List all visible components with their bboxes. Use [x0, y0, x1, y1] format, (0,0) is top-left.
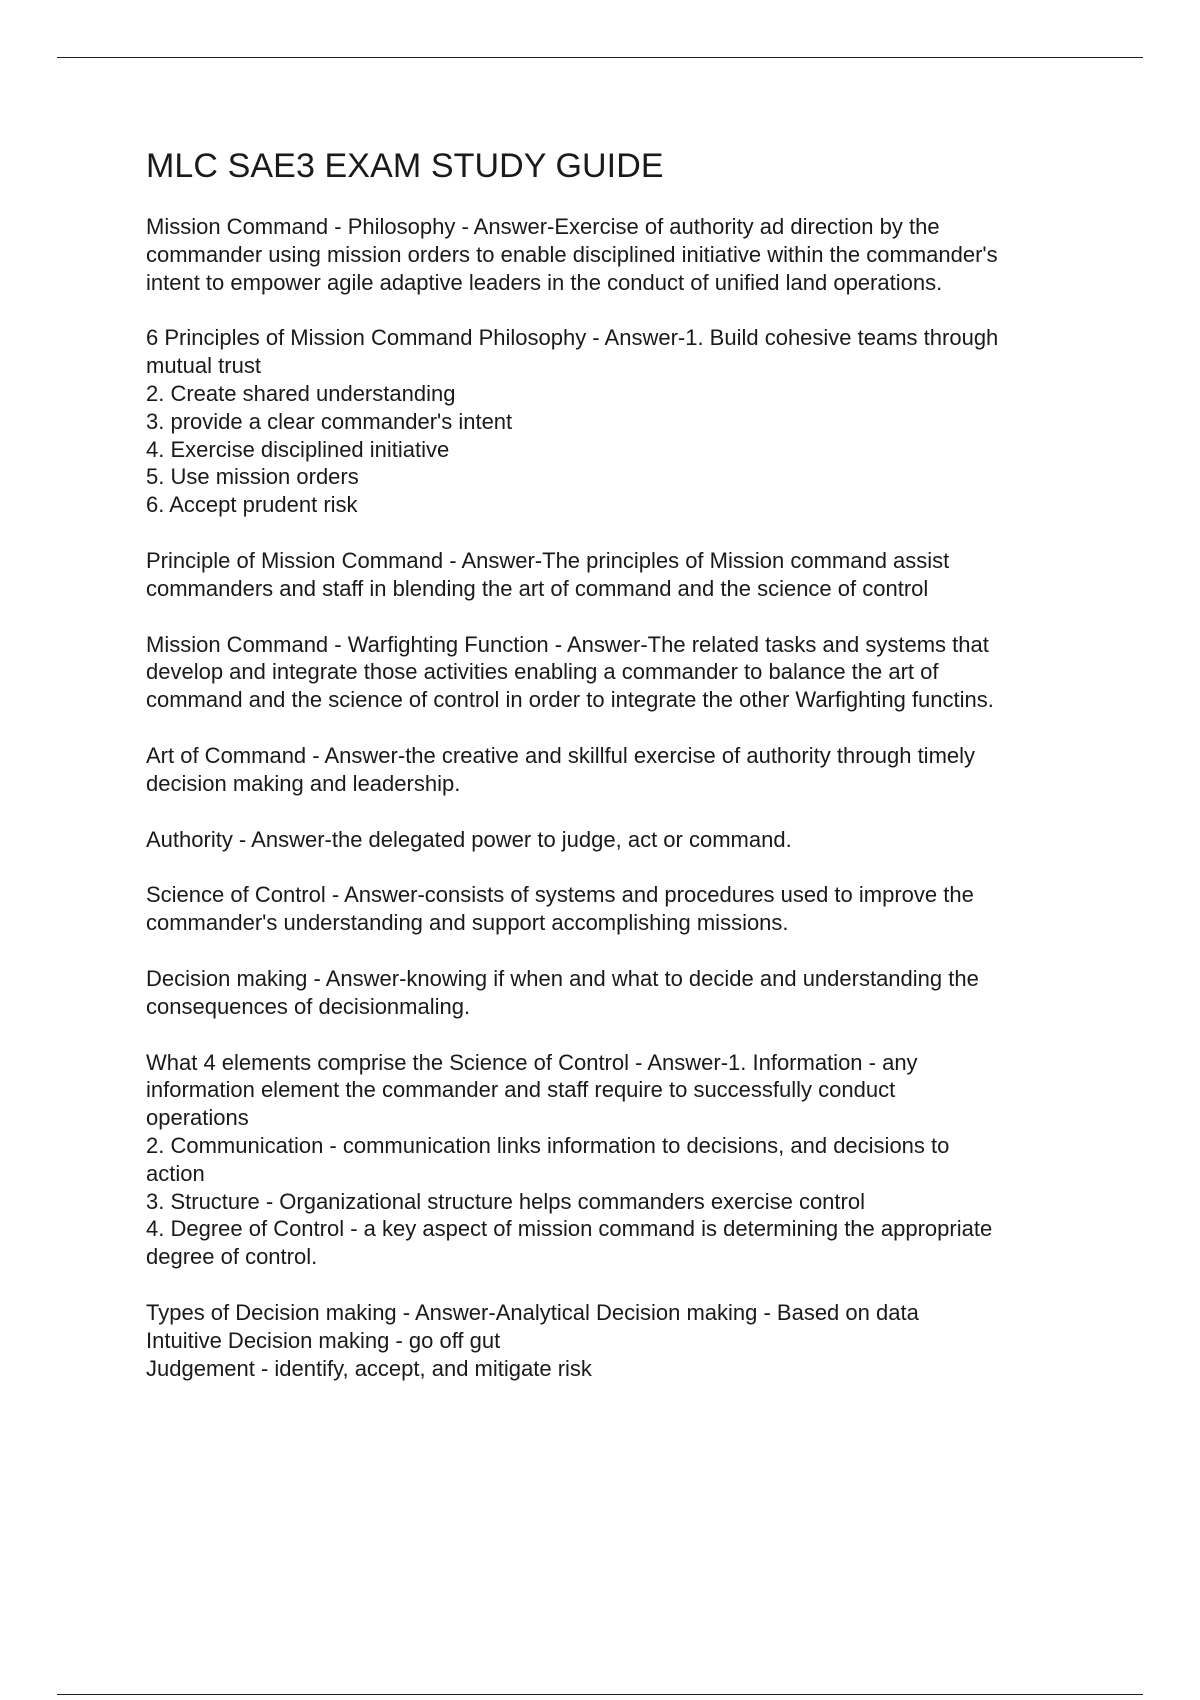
entry-line: 2. Communication - communication links information to decisions, and decisions to: [146, 1132, 950, 1158]
document-title: MLC SAE3 EXAM STUDY GUIDE: [146, 147, 664, 185]
entry-line: consequences of decisionmaling.: [146, 993, 471, 1019]
entry-line: operations: [146, 1105, 249, 1131]
entry-line: What 4 elements comprise the Science of Control - Answer-1. Information - any: [146, 1049, 918, 1075]
entry-line: Decision making - Answer-knowing if when and what to decide and understanding the: [146, 965, 979, 991]
entry-line: Types of Decision making - Answer-Analytical Decision making - Based on data: [146, 1299, 919, 1325]
bottom-rule: [57, 1694, 1143, 1695]
entry-line: intent to empower agile adaptive leaders in the conduct of unified land operations.: [146, 269, 943, 295]
study-entry: [146, 1299, 1146, 1382]
top-rule: [57, 57, 1143, 58]
entry-line: command and the science of control in order to integrate the other Warfighting functins.: [146, 687, 994, 713]
entry-line: decision making and leadership.: [146, 770, 461, 796]
entry-line: Authority - Answer-the delegated power to judge, act or command.: [146, 826, 792, 852]
entry-list: [146, 213, 1146, 1382]
study-entry: [146, 324, 1146, 519]
entry-line: Mission Command - Philosophy - Answer-Exercise of authority ad direction by the: [146, 214, 940, 239]
entry-line: 6 Principles of Mission Command Philosophy - Answer-1. Build cohesive teams through: [146, 325, 999, 351]
entry-line: 6. Accept prudent risk: [146, 492, 358, 518]
entry-line: Judgement - identify, accept, and mitigate risk: [146, 1355, 592, 1381]
entry-line: degree of control.: [146, 1244, 318, 1270]
entry-line: 3. Structure - Organizational structure helps commanders exercise control: [146, 1188, 865, 1214]
study-entry: [146, 826, 1146, 854]
study-entry: [146, 965, 1146, 1021]
entry-line: Intuitive Decision making - go off gut: [146, 1327, 501, 1353]
entry-line: Art of Command - Answer-the creative and skillful exercise of authority through timely: [146, 742, 976, 768]
study-entry: [146, 213, 1146, 296]
study-entry: [146, 631, 1146, 714]
study-entry: [146, 881, 1146, 937]
entry-line: 3. provide a clear commander's intent: [146, 408, 513, 434]
entry-line: commanders and staff in blending the art of command and the science of control: [146, 575, 929, 601]
entry-line: Mission Command - Warfighting Function - Answer-The related tasks and systems that: [146, 631, 989, 657]
entry-line: commander using mission orders to enable disciplined initiative within the commander's: [146, 241, 998, 267]
entry-line: information element the commander and staff require to successfully conduct: [146, 1077, 896, 1103]
entry-line: action: [146, 1160, 205, 1186]
entry-line: mutual trust: [146, 353, 261, 379]
document-body: [146, 146, 1146, 1410]
entry-line: commander's understanding and support accomplishing missions.: [146, 910, 789, 936]
entry-line: Principle of Mission Command - Answer-The principles of Mission command assist: [146, 547, 950, 573]
entry-line: 5. Use mission orders: [146, 464, 359, 490]
entry-line: 4. Degree of Control - a key aspect of mission command is determining the appropriate: [146, 1216, 993, 1242]
entry-line: develop and integrate those activities enabling a commander to balance the art of: [146, 659, 939, 685]
entry-line: 2. Create shared understanding: [146, 380, 456, 406]
study-entry: [146, 547, 1146, 603]
entry-line: Science of Control - Answer-consists of systems and procedures used to improve the: [146, 882, 974, 908]
study-entry: [146, 742, 1146, 798]
entry-line: 4. Exercise disciplined initiative: [146, 436, 450, 462]
study-entry: [146, 1049, 1146, 1271]
